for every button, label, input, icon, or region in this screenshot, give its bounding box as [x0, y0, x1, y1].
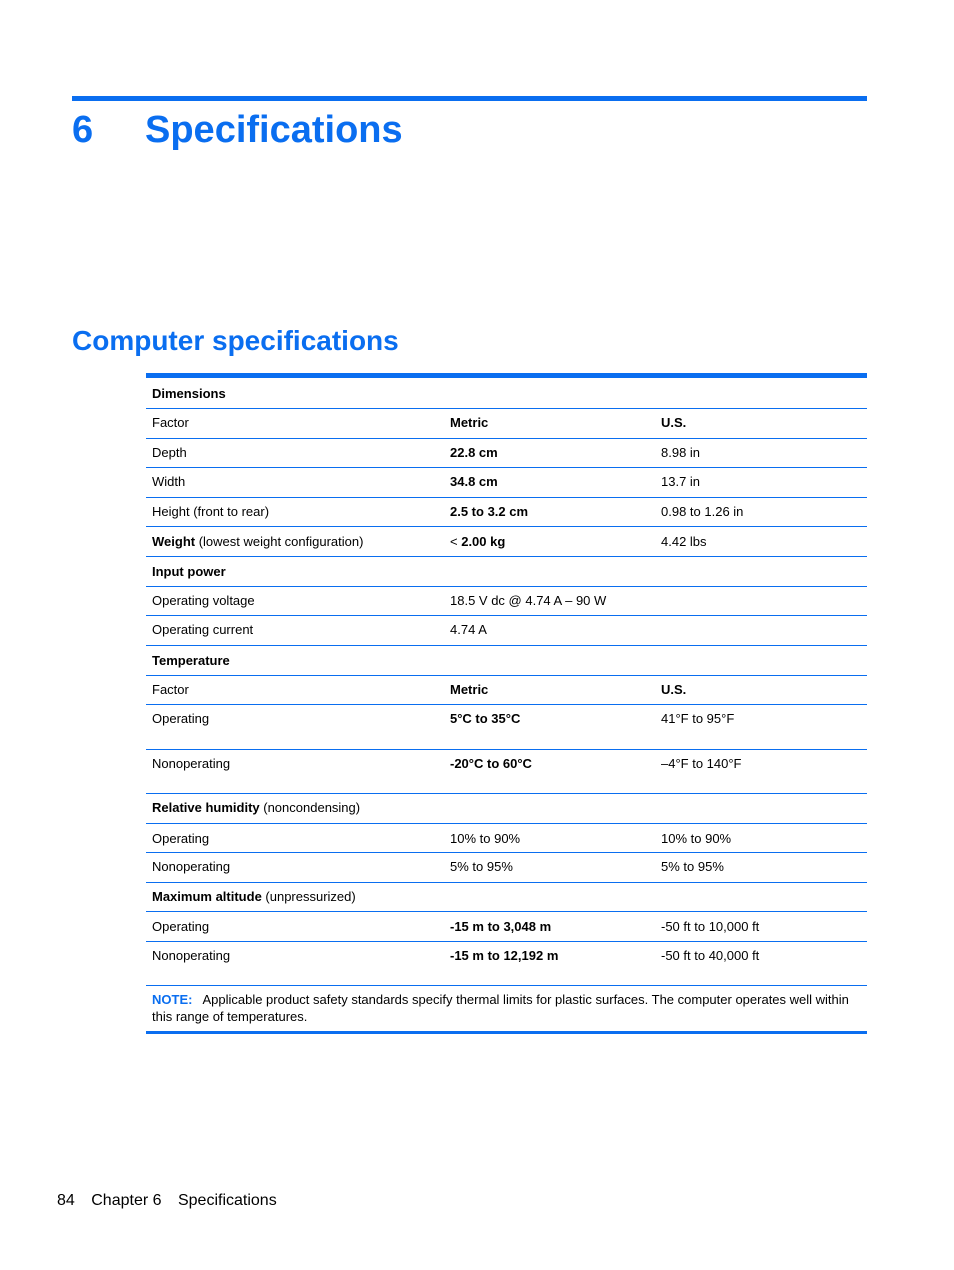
factor-label: Factor	[152, 682, 189, 697]
weight-metric-value: 2.00 kg	[461, 534, 506, 549]
depth-us: 8.98 in	[661, 445, 701, 460]
chapter-number: 6	[72, 109, 94, 151]
operating-current-value: 4.74 A	[450, 622, 487, 637]
weight-metric	[450, 534, 505, 549]
table-row	[146, 498, 867, 527]
table-row-input-power-header	[146, 557, 867, 587]
operating-voltage-value: 18.5 V dc @ 4.74 A – 90 W	[450, 593, 607, 608]
table-row-temperature-header	[146, 646, 867, 676]
table-row	[146, 527, 867, 557]
altitude-nonoperating-metric: -15 m to 12,192 m	[450, 948, 559, 963]
weight-label	[152, 534, 363, 549]
temp-nonoperating-metric: -20°C to 60°C	[450, 756, 532, 771]
note-label: NOTE:	[152, 992, 193, 1007]
altitude-nonoperating-label: Nonoperating	[152, 948, 231, 963]
dimensions-header: Dimensions	[152, 386, 226, 401]
altitude-header	[152, 889, 356, 904]
table-row	[146, 853, 867, 883]
humidity-header-note: (noncondensing)	[259, 800, 361, 815]
table-row	[146, 705, 867, 750]
table-row	[146, 616, 867, 646]
humidity-nonoperating-us: 5% to 95%	[661, 859, 724, 874]
page-number: 84	[57, 1192, 75, 1209]
table-row	[146, 750, 867, 794]
humidity-header	[152, 800, 360, 815]
height-label: Height (front to rear)	[152, 504, 270, 519]
humidity-header-bold: Relative humidity	[152, 800, 260, 815]
altitude-nonoperating-us: -50 ft to 40,000 ft	[661, 948, 760, 963]
section-title: Computer specifications	[72, 325, 399, 356]
depth-metric: 22.8 cm	[450, 445, 498, 460]
humidity-operating-metric: 10% to 90%	[450, 831, 521, 846]
operating-current-label: Operating current	[152, 622, 254, 637]
altitude-header-bold: Maximum altitude	[152, 889, 262, 904]
width-label: Width	[152, 474, 186, 489]
height-metric: 2.5 to 3.2 cm	[450, 504, 529, 519]
humidity-nonoperating-label: Nonoperating	[152, 859, 231, 874]
note	[152, 991, 857, 1025]
temp-nonoperating-us: –4°F to 140°F	[661, 756, 742, 771]
temp-nonoperating-label: Nonoperating	[152, 756, 231, 771]
chapter-title: Specifications	[145, 109, 403, 151]
table-row	[146, 942, 867, 986]
specifications-table	[146, 373, 867, 1034]
weight-label-bold: Weight	[152, 534, 196, 549]
table-row	[146, 409, 867, 439]
table-row	[146, 587, 867, 616]
height-us: 0.98 to 1.26 in	[661, 504, 744, 519]
altitude-operating-us: -50 ft to 10,000 ft	[661, 919, 760, 934]
depth-label: Depth	[152, 445, 187, 460]
altitude-header-note: (unpressurized)	[261, 889, 356, 904]
metric-header: Metric	[450, 682, 489, 697]
us-header: U.S.	[661, 682, 687, 697]
table-row	[146, 824, 867, 853]
table-row	[146, 912, 867, 942]
metric-header: Metric	[450, 415, 489, 430]
factor-label: Factor	[152, 415, 189, 430]
temp-operating-label: Operating	[152, 711, 210, 726]
altitude-operating-metric: -15 m to 3,048 m	[450, 919, 552, 934]
note-text: Applicable product safety standards specify thermal limits for plastic surfaces. The computer operates well within this range of temperatures.	[152, 992, 849, 1024]
width-us: 13.7 in	[661, 474, 701, 489]
temperature-header: Temperature	[152, 653, 230, 668]
weight-metric-prefix: <	[450, 534, 462, 549]
note-row	[146, 986, 867, 1034]
humidity-operating-label: Operating	[152, 831, 210, 846]
table-row-dimensions-header	[146, 378, 867, 409]
page-footer	[57, 1191, 289, 1211]
table-row	[146, 439, 867, 468]
width-metric: 34.8 cm	[450, 474, 498, 489]
humidity-operating-us: 10% to 90%	[661, 831, 732, 846]
temp-operating-us: 41°F to 95°F	[661, 711, 735, 726]
footer-chapter-ref: Chapter 6	[91, 1192, 162, 1209]
table-row-humidity-header	[146, 794, 867, 824]
altitude-operating-label: Operating	[152, 919, 210, 934]
temp-operating-metric: 5°C to 35°C	[450, 711, 521, 726]
us-header: U.S.	[661, 415, 687, 430]
chapter-rule	[72, 96, 867, 101]
weight-us: 4.42 lbs	[661, 534, 707, 549]
table-row-altitude-header	[146, 883, 867, 912]
input-power-header: Input power	[152, 564, 226, 579]
operating-voltage-label: Operating voltage	[152, 593, 255, 608]
footer-chapter-title: Specifications	[177, 1192, 277, 1209]
weight-label-note: (lowest weight configuration)	[195, 534, 364, 549]
humidity-nonoperating-metric: 5% to 95%	[450, 859, 513, 874]
table-row	[146, 468, 867, 498]
table-row	[146, 676, 867, 705]
